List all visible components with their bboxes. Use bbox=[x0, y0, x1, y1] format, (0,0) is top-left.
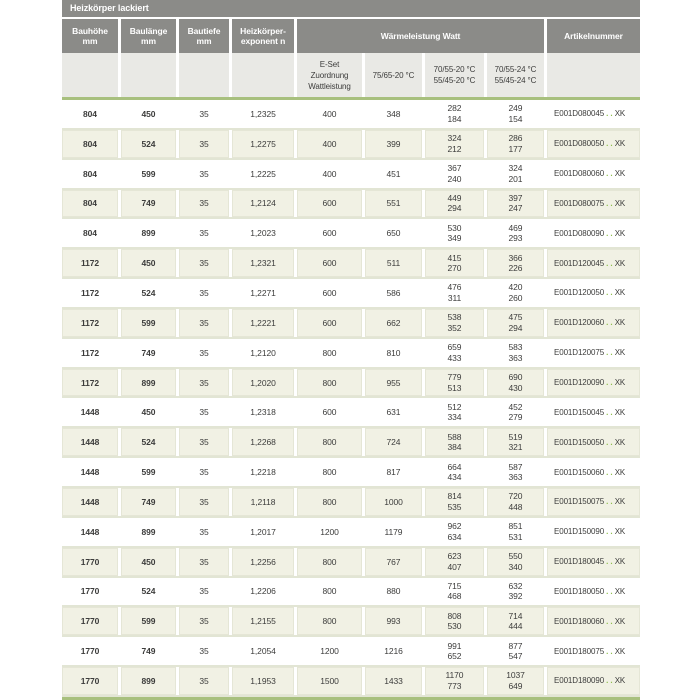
cell-exponent: 1,2325 bbox=[232, 100, 294, 128]
cell-artikelnummer: E001D080050 . . XK bbox=[547, 130, 640, 158]
cell-watt-70-55-20: 1170 773 bbox=[425, 667, 484, 695]
cell-watt-75-65: 451 bbox=[365, 160, 422, 188]
cell-exponent: 1,2225 bbox=[232, 160, 294, 188]
table-row bbox=[62, 339, 640, 369]
cell-artikelnummer: E001D120050 . . XK bbox=[547, 279, 640, 307]
cell-bauhoehe: 1770 bbox=[62, 637, 118, 665]
cell-watt-70-55-20: 530 349 bbox=[425, 219, 484, 247]
cell-watt-70-55-20: 715 468 bbox=[425, 578, 484, 606]
cell-watt-70-55-20: 324 212 bbox=[425, 130, 484, 158]
cell-watt-70-55-24: 286 177 bbox=[487, 130, 544, 158]
cell-baulaenge: 749 bbox=[121, 637, 176, 665]
table-row bbox=[62, 249, 640, 279]
cell-watt-70-55-20: 779 513 bbox=[425, 369, 484, 397]
cell-bautiefe: 35 bbox=[179, 309, 229, 337]
cell-bauhoehe: 1448 bbox=[62, 518, 118, 546]
cell-exponent: 1,2155 bbox=[232, 607, 294, 635]
cell-baulaenge: 749 bbox=[121, 488, 176, 516]
cell-eset-wattleistung: 800 bbox=[297, 339, 362, 367]
col-header-exponent: Heizkörper- exponent n bbox=[232, 19, 294, 53]
cell-exponent: 1,2318 bbox=[232, 398, 294, 426]
cell-watt-70-55-24: 366 226 bbox=[487, 249, 544, 277]
cell-watt-70-55-24: 519 321 bbox=[487, 428, 544, 456]
cell-watt-70-55-24: 324 201 bbox=[487, 160, 544, 188]
subheader-70-55-20: 70/55-20 °C 55/45-20 °C bbox=[425, 53, 484, 97]
cell-artikelnummer: E001D180060 . . XK bbox=[547, 607, 640, 635]
table-row bbox=[62, 428, 640, 458]
table-row bbox=[62, 279, 640, 309]
cell-artikelnummer: E001D180075 . . XK bbox=[547, 637, 640, 665]
cell-bautiefe: 35 bbox=[179, 578, 229, 606]
cell-eset-wattleistung: 1500 bbox=[297, 667, 362, 695]
cell-watt-75-65: 650 bbox=[365, 219, 422, 247]
cell-bauhoehe: 1770 bbox=[62, 578, 118, 606]
cell-bautiefe: 35 bbox=[179, 458, 229, 486]
cell-watt-75-65: 817 bbox=[365, 458, 422, 486]
cell-watt-70-55-20: 659 433 bbox=[425, 339, 484, 367]
subheader-empty bbox=[179, 53, 229, 97]
col-header-waermeleistung: Wärmeleistung Watt bbox=[297, 19, 544, 53]
cell-baulaenge: 599 bbox=[121, 607, 176, 635]
cell-bautiefe: 35 bbox=[179, 100, 229, 128]
cell-watt-70-55-24: 397 247 bbox=[487, 190, 544, 218]
cell-exponent: 1,2275 bbox=[232, 130, 294, 158]
cell-bautiefe: 35 bbox=[179, 488, 229, 516]
table-row bbox=[62, 607, 640, 637]
cell-baulaenge: 599 bbox=[121, 160, 176, 188]
cell-watt-70-55-24: 249 154 bbox=[487, 100, 544, 128]
cell-bautiefe: 35 bbox=[179, 130, 229, 158]
cell-baulaenge: 749 bbox=[121, 190, 176, 218]
subheader-empty bbox=[547, 53, 640, 97]
table-subheader-row bbox=[62, 53, 640, 97]
cell-watt-70-55-20: 538 352 bbox=[425, 309, 484, 337]
cell-watt-75-65: 810 bbox=[365, 339, 422, 367]
cell-bauhoehe: 804 bbox=[62, 160, 118, 188]
table-row bbox=[62, 219, 640, 249]
subheader-empty bbox=[232, 53, 294, 97]
cell-watt-70-55-20: 476 311 bbox=[425, 279, 484, 307]
cell-eset-wattleistung: 600 bbox=[297, 309, 362, 337]
cell-baulaenge: 450 bbox=[121, 249, 176, 277]
cell-exponent: 1,2206 bbox=[232, 578, 294, 606]
cell-artikelnummer: E001D080090 . . XK bbox=[547, 219, 640, 247]
cell-watt-75-65: 767 bbox=[365, 548, 422, 576]
cell-eset-wattleistung: 600 bbox=[297, 249, 362, 277]
table-header-row bbox=[62, 19, 640, 53]
table-row bbox=[62, 518, 640, 548]
cell-watt-75-65: 551 bbox=[365, 190, 422, 218]
cell-exponent: 1,2271 bbox=[232, 279, 294, 307]
cell-baulaenge: 450 bbox=[121, 548, 176, 576]
cell-baulaenge: 524 bbox=[121, 428, 176, 456]
cell-watt-75-65: 1216 bbox=[365, 637, 422, 665]
table-row bbox=[62, 369, 640, 399]
cell-eset-wattleistung: 800 bbox=[297, 488, 362, 516]
cell-artikelnummer: E001D180090 . . XK bbox=[547, 667, 640, 695]
cell-exponent: 1,2023 bbox=[232, 219, 294, 247]
cell-watt-70-55-24: 475 294 bbox=[487, 309, 544, 337]
cell-artikelnummer: E001D150045 . . XK bbox=[547, 398, 640, 426]
cell-artikelnummer: E001D120045 . . XK bbox=[547, 249, 640, 277]
cell-watt-70-55-24: 420 260 bbox=[487, 279, 544, 307]
col-header-bautiefe: Bautiefe mm bbox=[179, 19, 229, 53]
cell-bautiefe: 35 bbox=[179, 548, 229, 576]
table-row bbox=[62, 578, 640, 608]
cell-watt-75-65: 586 bbox=[365, 279, 422, 307]
cell-watt-70-55-24: 1037 649 bbox=[487, 667, 544, 695]
cell-bauhoehe: 1172 bbox=[62, 339, 118, 367]
cell-bautiefe: 35 bbox=[179, 339, 229, 367]
cell-watt-75-65: 511 bbox=[365, 249, 422, 277]
cell-watt-70-55-24: 550 340 bbox=[487, 548, 544, 576]
cell-exponent: 1,2268 bbox=[232, 428, 294, 456]
cell-watt-75-65: 1433 bbox=[365, 667, 422, 695]
table-body bbox=[62, 100, 640, 697]
cell-bauhoehe: 804 bbox=[62, 130, 118, 158]
cell-watt-70-55-24: 452 279 bbox=[487, 398, 544, 426]
cell-exponent: 1,2017 bbox=[232, 518, 294, 546]
cell-watt-70-55-20: 588 384 bbox=[425, 428, 484, 456]
cell-bautiefe: 35 bbox=[179, 369, 229, 397]
cell-bauhoehe: 1172 bbox=[62, 309, 118, 337]
cell-baulaenge: 899 bbox=[121, 219, 176, 247]
cell-bautiefe: 35 bbox=[179, 518, 229, 546]
cell-eset-wattleistung: 400 bbox=[297, 130, 362, 158]
cell-bautiefe: 35 bbox=[179, 428, 229, 456]
cell-bauhoehe: 1172 bbox=[62, 249, 118, 277]
cell-exponent: 1,2120 bbox=[232, 339, 294, 367]
cell-watt-70-55-24: 877 547 bbox=[487, 637, 544, 665]
cell-baulaenge: 524 bbox=[121, 279, 176, 307]
cell-watt-75-65: 880 bbox=[365, 578, 422, 606]
cell-watt-70-55-20: 991 652 bbox=[425, 637, 484, 665]
cell-baulaenge: 599 bbox=[121, 309, 176, 337]
col-header-baulaenge: Baulänge mm bbox=[121, 19, 176, 53]
cell-watt-70-55-20: 623 407 bbox=[425, 548, 484, 576]
cell-watt-70-55-24: 714 444 bbox=[487, 607, 544, 635]
cell-artikelnummer: E001D080075 . . XK bbox=[547, 190, 640, 218]
footer-accent-line bbox=[62, 697, 640, 700]
cell-exponent: 1,2118 bbox=[232, 488, 294, 516]
cell-watt-70-55-24: 851 531 bbox=[487, 518, 544, 546]
table-title: Heizkörper lackiert bbox=[62, 0, 640, 17]
cell-watt-70-55-24: 583 363 bbox=[487, 339, 544, 367]
col-header-artikelnummer: Artikelnummer bbox=[547, 19, 640, 53]
cell-watt-70-55-20: 962 634 bbox=[425, 518, 484, 546]
cell-artikelnummer: E001D180045 . . XK bbox=[547, 548, 640, 576]
cell-bauhoehe: 804 bbox=[62, 219, 118, 247]
cell-bauhoehe: 1448 bbox=[62, 458, 118, 486]
table-row bbox=[62, 309, 640, 339]
cell-watt-75-65: 399 bbox=[365, 130, 422, 158]
cell-artikelnummer: E001D120090 . . XK bbox=[547, 369, 640, 397]
subheader-empty bbox=[62, 53, 118, 97]
cell-artikelnummer: E001D080045 . . XK bbox=[547, 100, 640, 128]
cell-watt-70-55-20: 415 270 bbox=[425, 249, 484, 277]
cell-bautiefe: 35 bbox=[179, 279, 229, 307]
cell-watt-70-55-24: 720 448 bbox=[487, 488, 544, 516]
subheader-70-55-24: 70/55-24 °C 55/45-24 °C bbox=[487, 53, 544, 97]
cell-baulaenge: 524 bbox=[121, 578, 176, 606]
table-row bbox=[62, 130, 640, 160]
subheader-eset: E-Set Zuordnung Wattleistung bbox=[297, 53, 362, 97]
cell-watt-70-55-20: 664 434 bbox=[425, 458, 484, 486]
cell-artikelnummer: E001D150060 . . XK bbox=[547, 458, 640, 486]
radiator-spec-table bbox=[62, 0, 640, 700]
cell-artikelnummer: E001D120075 . . XK bbox=[547, 339, 640, 367]
cell-watt-70-55-24: 469 293 bbox=[487, 219, 544, 247]
cell-bautiefe: 35 bbox=[179, 607, 229, 635]
cell-bautiefe: 35 bbox=[179, 249, 229, 277]
cell-exponent: 1,2054 bbox=[232, 637, 294, 665]
cell-watt-70-55-20: 449 294 bbox=[425, 190, 484, 218]
cell-watt-75-65: 993 bbox=[365, 607, 422, 635]
cell-eset-wattleistung: 400 bbox=[297, 100, 362, 128]
col-header-bauhoehe: Bauhöhe mm bbox=[62, 19, 118, 53]
cell-eset-wattleistung: 1200 bbox=[297, 637, 362, 665]
cell-artikelnummer: E001D120060 . . XK bbox=[547, 309, 640, 337]
cell-baulaenge: 899 bbox=[121, 518, 176, 546]
table-row bbox=[62, 398, 640, 428]
cell-eset-wattleistung: 800 bbox=[297, 578, 362, 606]
cell-bauhoehe: 804 bbox=[62, 190, 118, 218]
cell-baulaenge: 899 bbox=[121, 667, 176, 695]
cell-artikelnummer: E001D150090 . . XK bbox=[547, 518, 640, 546]
cell-bautiefe: 35 bbox=[179, 667, 229, 695]
cell-exponent: 1,2256 bbox=[232, 548, 294, 576]
cell-watt-75-65: 724 bbox=[365, 428, 422, 456]
cell-watt-75-65: 631 bbox=[365, 398, 422, 426]
cell-bauhoehe: 1172 bbox=[62, 279, 118, 307]
cell-eset-wattleistung: 400 bbox=[297, 160, 362, 188]
cell-eset-wattleistung: 800 bbox=[297, 548, 362, 576]
cell-exponent: 1,2221 bbox=[232, 309, 294, 337]
cell-exponent: 1,2218 bbox=[232, 458, 294, 486]
cell-eset-wattleistung: 800 bbox=[297, 369, 362, 397]
cell-baulaenge: 899 bbox=[121, 369, 176, 397]
cell-watt-75-65: 955 bbox=[365, 369, 422, 397]
cell-bauhoehe: 1770 bbox=[62, 607, 118, 635]
cell-eset-wattleistung: 600 bbox=[297, 190, 362, 218]
table-row bbox=[62, 100, 640, 130]
cell-bauhoehe: 1172 bbox=[62, 369, 118, 397]
subheader-empty bbox=[121, 53, 176, 97]
cell-bauhoehe: 1448 bbox=[62, 398, 118, 426]
cell-eset-wattleistung: 600 bbox=[297, 279, 362, 307]
cell-baulaenge: 524 bbox=[121, 130, 176, 158]
table-row bbox=[62, 667, 640, 697]
cell-exponent: 1,2020 bbox=[232, 369, 294, 397]
cell-baulaenge: 599 bbox=[121, 458, 176, 486]
cell-baulaenge: 450 bbox=[121, 100, 176, 128]
table-row bbox=[62, 160, 640, 190]
cell-artikelnummer: E001D150075 . . XK bbox=[547, 488, 640, 516]
cell-bauhoehe: 804 bbox=[62, 100, 118, 128]
cell-watt-70-55-24: 587 363 bbox=[487, 458, 544, 486]
cell-baulaenge: 450 bbox=[121, 398, 176, 426]
table-row bbox=[62, 637, 640, 667]
cell-artikelnummer: E001D180050 . . XK bbox=[547, 578, 640, 606]
cell-exponent: 1,1953 bbox=[232, 667, 294, 695]
cell-watt-70-55-24: 632 392 bbox=[487, 578, 544, 606]
subheader-75-65: 75/65-20 °C bbox=[365, 53, 422, 97]
cell-watt-75-65: 662 bbox=[365, 309, 422, 337]
table-row bbox=[62, 458, 640, 488]
table-row bbox=[62, 548, 640, 578]
cell-exponent: 1,2124 bbox=[232, 190, 294, 218]
cell-watt-70-55-20: 512 334 bbox=[425, 398, 484, 426]
cell-watt-75-65: 1000 bbox=[365, 488, 422, 516]
table-row bbox=[62, 488, 640, 518]
cell-bautiefe: 35 bbox=[179, 219, 229, 247]
cell-watt-75-65: 348 bbox=[365, 100, 422, 128]
cell-watt-70-55-20: 367 240 bbox=[425, 160, 484, 188]
cell-bautiefe: 35 bbox=[179, 398, 229, 426]
cell-artikelnummer: E001D080060 . . XK bbox=[547, 160, 640, 188]
cell-watt-70-55-24: 690 430 bbox=[487, 369, 544, 397]
cell-watt-70-55-20: 808 530 bbox=[425, 607, 484, 635]
cell-eset-wattleistung: 800 bbox=[297, 428, 362, 456]
cell-eset-wattleistung: 600 bbox=[297, 219, 362, 247]
cell-eset-wattleistung: 1200 bbox=[297, 518, 362, 546]
cell-bautiefe: 35 bbox=[179, 160, 229, 188]
cell-watt-70-55-20: 282 184 bbox=[425, 100, 484, 128]
cell-bautiefe: 35 bbox=[179, 637, 229, 665]
cell-eset-wattleistung: 600 bbox=[297, 398, 362, 426]
cell-artikelnummer: E001D150050 . . XK bbox=[547, 428, 640, 456]
cell-bauhoehe: 1770 bbox=[62, 667, 118, 695]
cell-eset-wattleistung: 800 bbox=[297, 607, 362, 635]
table-row bbox=[62, 190, 640, 220]
cell-bautiefe: 35 bbox=[179, 190, 229, 218]
cell-bauhoehe: 1770 bbox=[62, 548, 118, 576]
cell-watt-70-55-20: 814 535 bbox=[425, 488, 484, 516]
cell-baulaenge: 749 bbox=[121, 339, 176, 367]
cell-eset-wattleistung: 800 bbox=[297, 458, 362, 486]
cell-bauhoehe: 1448 bbox=[62, 488, 118, 516]
cell-watt-75-65: 1179 bbox=[365, 518, 422, 546]
cell-exponent: 1,2321 bbox=[232, 249, 294, 277]
cell-bauhoehe: 1448 bbox=[62, 428, 118, 456]
